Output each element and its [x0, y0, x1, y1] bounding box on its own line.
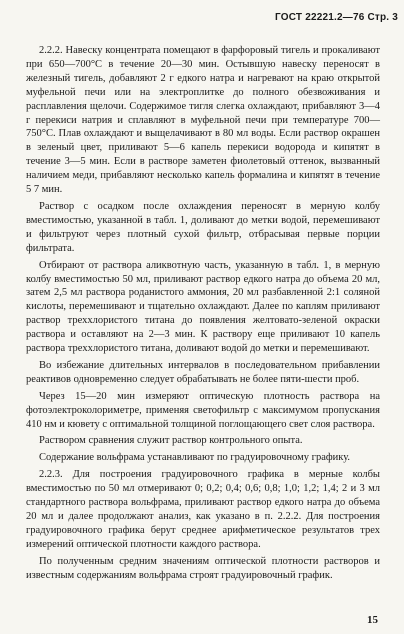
document-body: [26, 44, 380, 586]
page-header: ГОСТ 22221.2—76 Стр. 3: [275, 12, 398, 23]
paragraph: Отбирают от раствора аликвотную часть, указанную в табл. 1, в мерную колбу вместимостью 50 мл, приливают раствор едкого натра до объема 20 мл, затем 2,5 мл раствора роданистого аммония, 20 мл разбавленной 2:1 соляной кислоты, перемешивают и тщательно охлаждают. Далее по каплям приливают раствор треххлористого титана до появления желтовато-зеленой окраски раствора и оставляют на 2—3 мин. К раствору еще приливают 10 капель раствора треххлористого титана, доливают водой до метки и перемешивают.: [26, 259, 380, 355]
paragraph-2-2-3: 2.2.3. Для построения градуировочного графика в мерные колбы вместимостью по 50 мл отмеривают 0; 0,2; 0,4; 0,6; 0,8; 1,0; 1,2; 1,4; 2 и 3 мл стандартного раствора вольфрама, приливают раствор едкого натра до объема 20 мл и далее продолжают анализ, как указано в п. 2.2.2. Для построения градуировочного графика берут среднее арифметическое результатов трех измерений оптической плотности каждого раствора.: [26, 469, 380, 550]
paragraph-2-2-2: 2.2.2. Навеску концентрата помещают в фарфоровый тигель и прокаливают при 650—700°С в течение 20—30 мин. Остывшую навеску переносят в железный тигель, добавляют 2 г едкого натра и нагревают на краю открытой муфельной печи или на электроплитке до полного обезвоживания и расплавления щелочи. Содержимое тигля слегка охлаждают, прибавляют 3—4 г перекиси натрия и сплавляют в муфельной печи при температуре 700—750°С. Плав охлаждают и выщелачивают в 80 мл воды. Если раствор окрашен в зеленый цвет, приливают 5—6 капель перекиси водорода и кипятят в течение 3—5 мин. Если в растворе заметен фиолетовый оттенок, вызванный наличием меди, прибавляют несколько капель формалина и кипятят в течение 5 7 мин.: [26, 45, 380, 196]
paragraph: Содержание вольфрама устанавливают по градуировочному графику.: [39, 452, 351, 464]
page-number: 15: [367, 614, 378, 626]
paragraph: Во избежание длительных интервалов в последовательном прибавлении реактивов одновременно следует обрабатывать не более пяти-шести проб.: [26, 359, 380, 385]
paragraph: Через 15—20 мин измеряют оптическую плотность раствора на фотоэлектроколориметре, применяя светофильтр с максимумом пропускания 410 нм и кювету с оптимальной толщиной поглощающего свет слоя раствора.: [26, 390, 380, 430]
paragraph: По полученным средним значениям оптической плотности растворов и известным содержаниям вольфрама строят градуировочный график.: [26, 555, 380, 581]
paragraph: Раствор с осадком после охлаждения переносят в мерную колбу вместимостью, указанной в табл. 1, доливают до метки водой, перемешивают и фильтруют через плотный сухой фильтр, отбрасывая первые порции фильтрата.: [26, 200, 380, 254]
paragraph: Раствором сравнения служит раствор контрольного опыта.: [39, 435, 303, 447]
